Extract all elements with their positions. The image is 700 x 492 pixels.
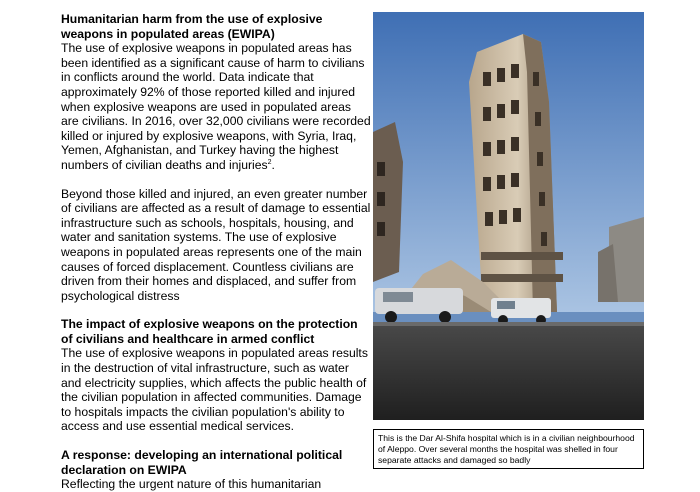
- section-heading: The impact of explosive weapons on the protection of civilians and healthcare in armed conflict: [61, 317, 358, 346]
- car-left: [375, 288, 463, 323]
- caption-text: This is the Dar Al-Shifa hospital which is in a civilian neighbourhood of Aleppo. Over several months the hospital was shelled in four separate attacks and damaged so badly: [378, 433, 635, 465]
- section-heading: Humanitarian harm from the use of explosive weapons in populated areas (EWIPA): [61, 12, 323, 41]
- paragraph-end: .: [271, 157, 275, 172]
- section-paragraph: The use of explosive weapons in populated areas results in the destruction of vital infrastructure, such as water and electricity supplies, which affects the public health of the civilian population in affected communities. Damage to hospitals impacts the civilian population's ability to access and use essential medical services.: [61, 346, 368, 434]
- section-impact-healthcare: [61, 317, 371, 434]
- photo-caption: [373, 429, 644, 469]
- section-paragraph: Reflecting the urgent nature of this humanitarian: [61, 477, 322, 492]
- footnote-marker[interactable]: 2: [267, 158, 272, 166]
- damaged-hospital-photo: [373, 12, 644, 420]
- article-text-column: [61, 12, 371, 492]
- car-right: [491, 298, 551, 325]
- photo-illustration: [373, 12, 644, 420]
- section-political-declaration: [61, 448, 371, 492]
- paragraph-text: The use of explosive weapons in populated areas has been identified as a significant cause of harm to civilians in conflicts around the world. Data indicate that approximately 92% of those reported killed and injured when explosive weapons are used in populated areas are civilians. In 2016, over 32,000 civilians were recorded killed or injured by explosive weapons, with Syria, Iraq, Yemen, Afghanistan, and Turkey having the highest numbers of civilian deaths and injuries: [61, 41, 371, 172]
- section-paragraph: [61, 41, 371, 172]
- section-heading: A response: developing an international political declaration on EWIPA: [61, 448, 343, 477]
- section-paragraph: Beyond those killed and injured, an even greater number of civilians are affected as a result of damage to essential infrastructure such as schools, hospitals, housing, and water and sanitation systems. The use of explosive weapons in populated areas represents one of the main causes of forced displacement. Countless civilians are driven from their homes and displaced, and suffer from psychological distress: [61, 186, 371, 303]
- section-beyond-killed: [61, 187, 371, 304]
- section-humanitarian-harm: [61, 12, 371, 173]
